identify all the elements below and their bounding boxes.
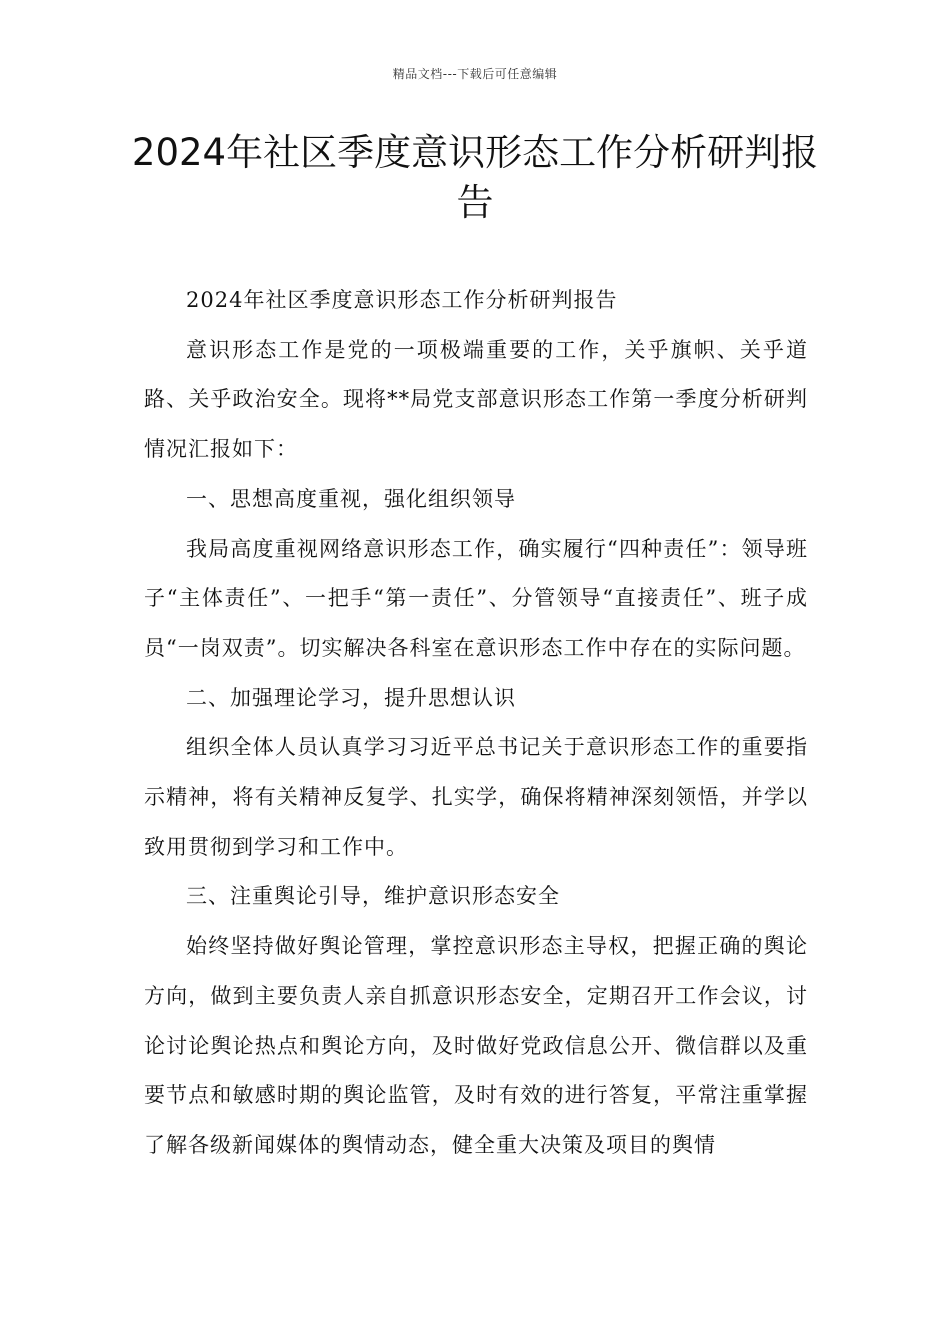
header-note: 精品文档---下载后可任意编辑 — [392, 67, 558, 81]
paragraph-section-1: 我局高度重视网络意识形态工作，确实履行“四种责任”：领导班子“主体责任”、一把手“第一责任”、分管领导“直接责任”、班子成员“一岗双责”。切实解决各科室在意识形态工作中存在的实际问题。 — [144, 536, 808, 660]
paragraph-section-2: 组织全体人员认真学习习近平总书记关于意识形态工作的重要指示精神，将有关精神反复学、扎实学，确保将精神深刻领悟，并学以致用贯彻到学习和工作中。 — [144, 735, 808, 859]
paragraph-section-3: 始终坚持做好舆论管理，掌控意识形态主导权，把握正确的舆论方向，做到主要负责人亲自抓意识形态安全，定期召开工作会议，讨论讨论舆论热点和舆论方向，及时做好党政信息公开、微信群以及重要节点和敏感时期的舆论监管，及时有效的进行答复，平常注重掌握了解各级新闻媒体的舆情动态，健全重大决策及项目的舆情 — [144, 934, 808, 1157]
section-heading-2: 二、加强理论学习，提升思想认识 — [186, 685, 516, 710]
document-title: 2024年社区季度意识形态工作分析研判报告 — [131, 131, 819, 224]
section-heading-3: 三、注重舆论引导，维护意识形态安全 — [186, 884, 560, 909]
document-body — [144, 276, 808, 1171]
section-heading-1: 一、思想高度重视，强化组织领导 — [186, 486, 516, 511]
paragraph-intro: 意识形态工作是党的一项极端重要的工作，关乎旗帜、关乎道路、关乎政治安全。现将**局党支部意识形态工作第一季度分析研判情况汇报如下： — [144, 337, 808, 462]
paragraph-subtitle: 2024年社区季度意识形态工作分析研判报告 — [186, 288, 618, 312]
